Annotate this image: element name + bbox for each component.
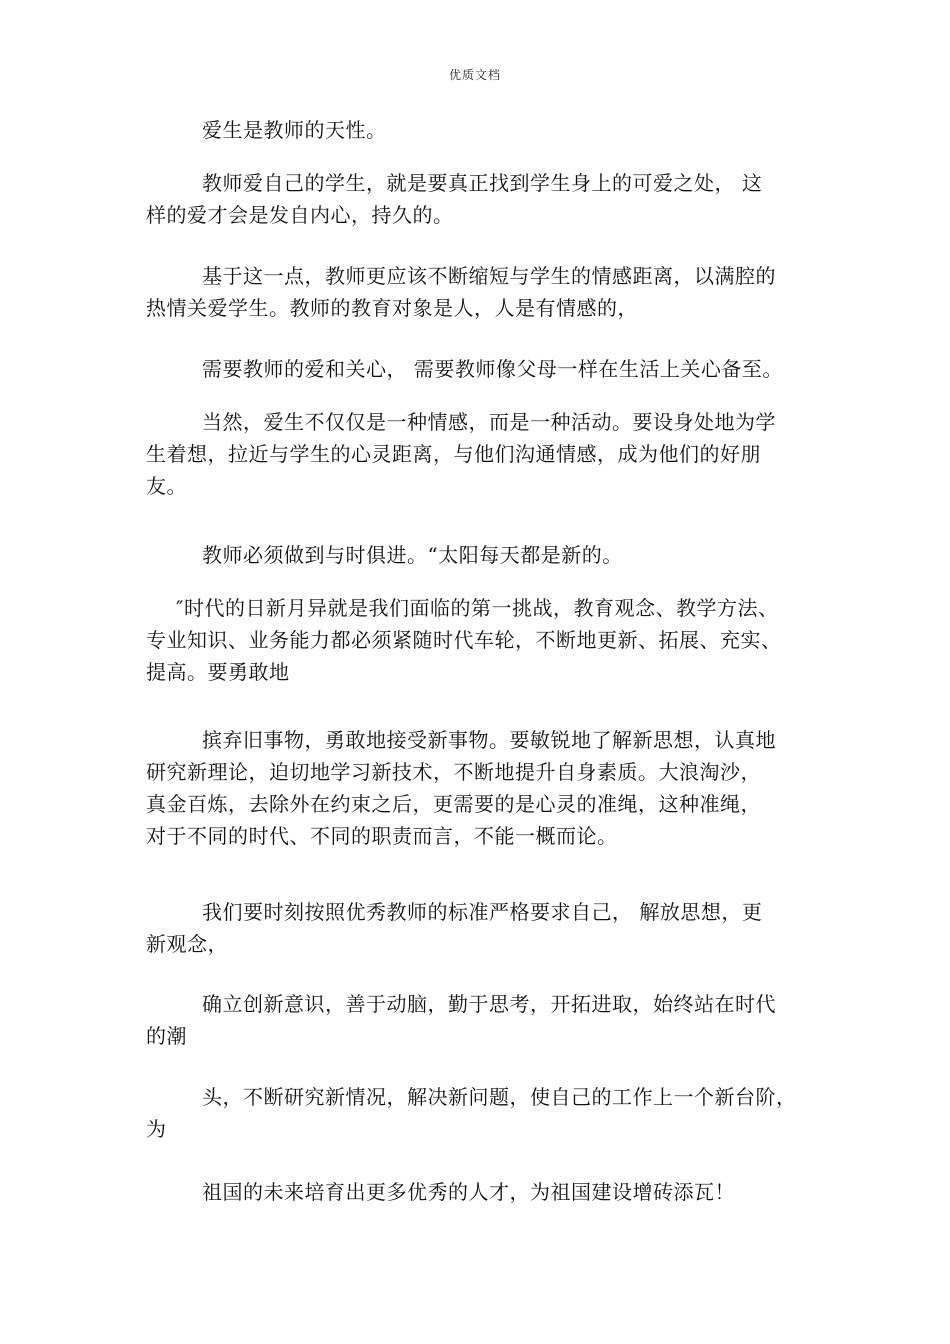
- text-line: 为: [146, 1117, 167, 1141]
- text-line: 真金百炼，去除外在约束之后，更需要的是心灵的准绳，这种准绳，: [146, 792, 761, 816]
- paragraph: [146, 1176, 816, 1208]
- paragraph: [146, 353, 816, 385]
- text-line: 专业知识、业务能力都必须紧随时代车轮，不断地更新、拓展、充实、: [146, 628, 782, 652]
- paragraph: [146, 896, 816, 960]
- paragraph: [146, 988, 816, 1052]
- paragraph: [146, 592, 816, 688]
- text-line: 我们要时刻按照优秀教师的标准严格要求自己， 解放思想，更: [202, 900, 763, 924]
- text-line: 研究新理论，迫切地学习新技术，不断地提升自身素质。大浪淘沙，: [146, 760, 761, 784]
- text-line: 确立创新意识，善于动脑，勤于思考，开拓进取，始终站在时代: [202, 992, 776, 1016]
- text-line: 教师必须做到与时俱进。“太阳每天都是新的。: [202, 543, 623, 567]
- text-line: 爱生是教师的天性。: [202, 118, 387, 142]
- page-header: 优质文档: [448, 68, 501, 82]
- text-line: 热情关爱学生。教师的教育对象是人，人是有情感的，: [146, 296, 638, 320]
- text-line: 需要教师的爱和关心， 需要教师像父母一样在生活上关心备至。: [202, 357, 783, 381]
- text-line: 基于这一点，教师更应该不断缩短与学生的情感距离，以满腔的: [202, 264, 776, 288]
- text-line: 教师爱自己的学生，就是要真正找到学生身上的可爱之处， 这: [202, 171, 763, 195]
- text-line: 生着想，拉近与学生的心灵距离，与他们沟通情感，成为他们的好朋: [146, 442, 761, 466]
- text-line: 摈弃旧事物，勇敢地接受新事物。要敏锐地了解新思想，认真地: [202, 728, 776, 752]
- text-line: 提高。要勇敢地: [146, 660, 290, 684]
- text-line: 样的爱才会是发自内心，持久的。: [146, 203, 454, 227]
- text-line: 对于不同的时代、不同的职责而言，不能一概而论。: [146, 824, 618, 848]
- paragraph: [146, 724, 816, 852]
- text-line: ″时代的日新月异就是我们面临的第一挑战，教育观念、教学方法、: [176, 596, 779, 620]
- text-line: 祖国的未来培育出更多优秀的人才，为祖国建设增砖添瓦！: [202, 1180, 735, 1204]
- paragraph: [146, 167, 816, 231]
- text-line: 头，不断研究新情况，解决新问题，使自己的工作上一个新台阶，: [202, 1085, 797, 1109]
- paragraph: [146, 406, 816, 502]
- paragraph: [146, 114, 816, 146]
- paragraph: [146, 260, 816, 324]
- paragraph: [146, 539, 816, 571]
- text-line: 的潮: [146, 1024, 187, 1048]
- paragraph: [146, 1081, 816, 1145]
- text-line: 当然，爱生不仅仅是一种情感，而是一种活动。要设身处地为学: [202, 410, 776, 434]
- text-line: 新观念，: [146, 932, 228, 956]
- text-line: 友。: [146, 474, 187, 498]
